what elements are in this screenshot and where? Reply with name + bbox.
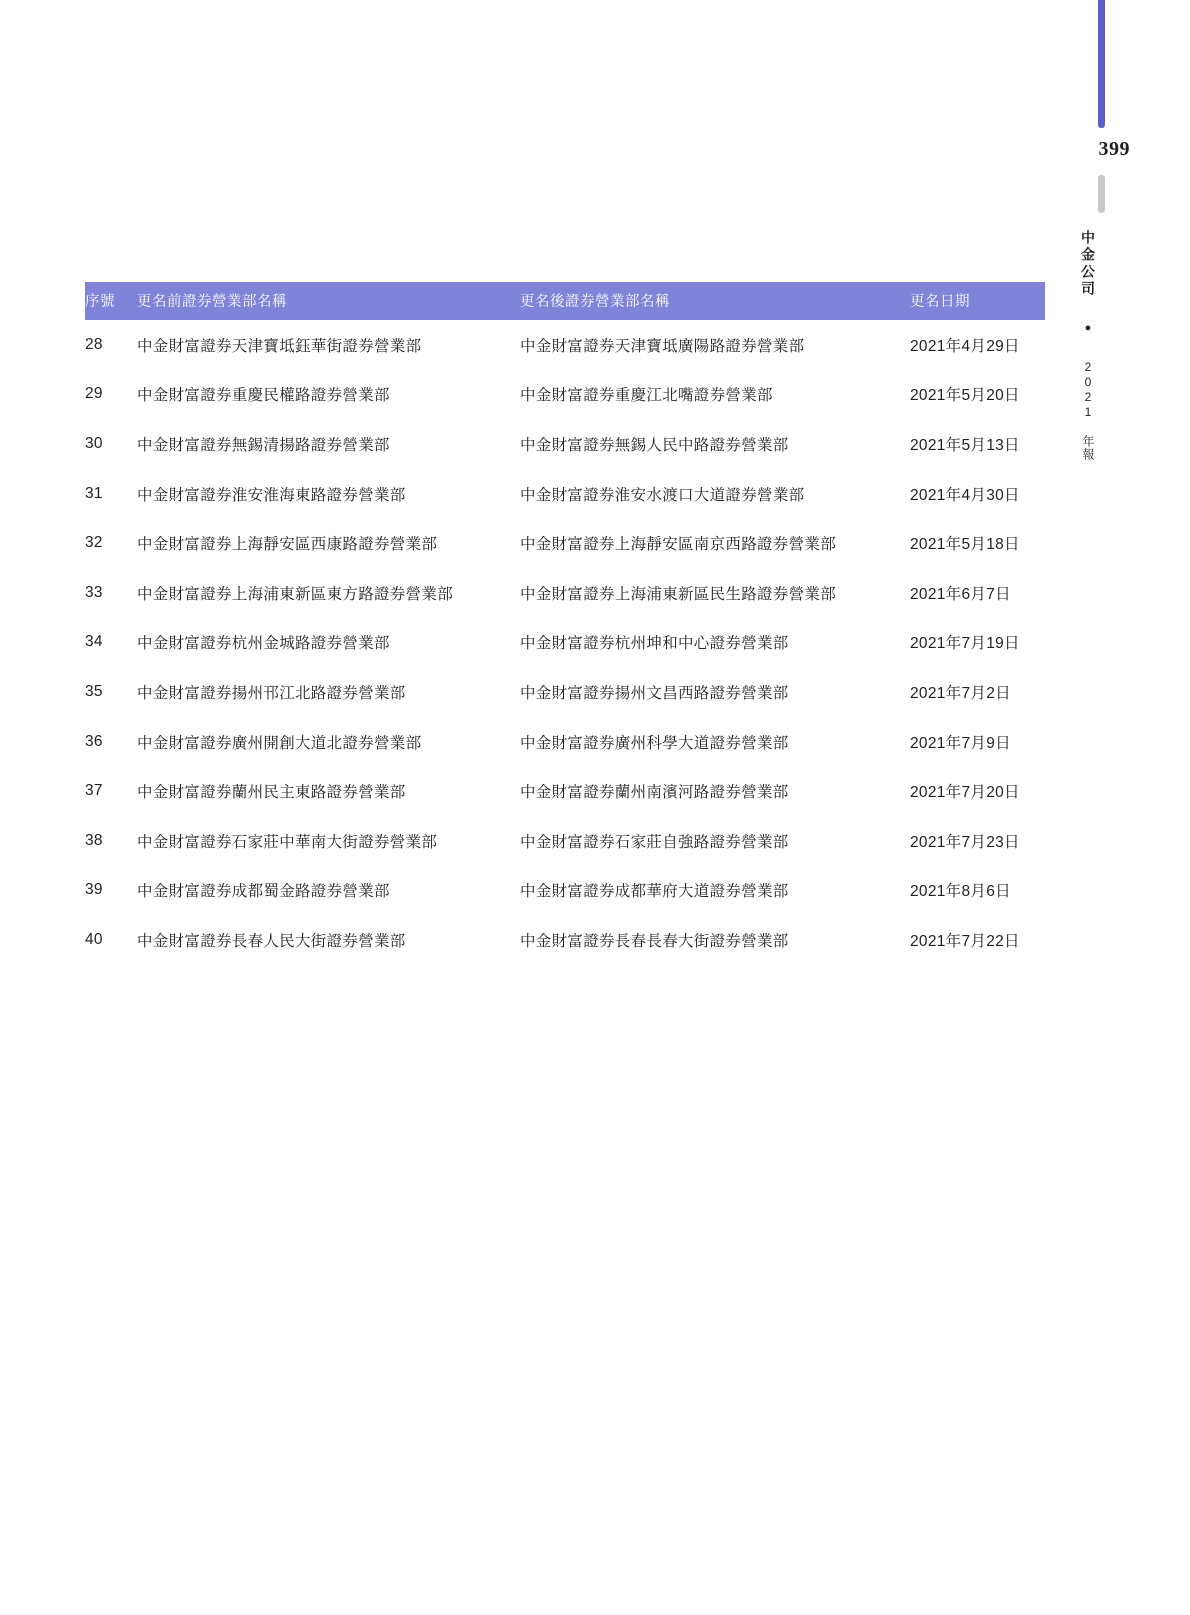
- cell-old-name: 中金財富證券淮安淮海東路證券營業部: [137, 486, 406, 504]
- cell-no: 39: [85, 881, 103, 899]
- cell-new-name: 中金財富證券石家莊自強路證券營業部: [520, 833, 789, 851]
- column-header-old-name: 更名前證券營業部名稱: [137, 282, 520, 320]
- cell-old-name: 中金財富證券石家莊中華南大街證券營業部: [137, 833, 438, 851]
- cell-date: 2021年6月7日: [910, 585, 1011, 603]
- page-accent-bar-secondary: [1098, 175, 1105, 213]
- rename-table-container: [85, 282, 1045, 965]
- page-side-label: [1074, 230, 1098, 461]
- table-row: [85, 469, 1045, 519]
- cell-no: 32: [85, 534, 103, 552]
- cell-new-name: 中金財富證券杭州坤和中心證券營業部: [520, 635, 789, 653]
- table-row: [85, 667, 1045, 717]
- cell-new-name: 中金財富證券蘭州南濱河路證券營業部: [520, 784, 789, 802]
- cell-date: 2021年7月19日: [910, 635, 1020, 653]
- cell-new-name: 中金財富證券成都華府大道證券營業部: [520, 883, 789, 901]
- table-row: [85, 320, 1045, 370]
- cell-no: 28: [85, 335, 103, 353]
- cell-old-name: 中金財富證券長春人民大街證券營業部: [137, 932, 406, 950]
- cell-old-name: 中金財富證券上海浦東新區東方路證券營業部: [137, 585, 454, 603]
- cell-old-name: 中金財富證券上海靜安區西康路證券營業部: [137, 536, 438, 554]
- cell-no: 40: [85, 930, 103, 948]
- page-number: 399: [1098, 138, 1130, 160]
- cell-no: 35: [85, 682, 103, 700]
- table-row: [85, 618, 1045, 668]
- table-row: [85, 518, 1045, 568]
- table-row: [85, 370, 1045, 420]
- side-label-company: 中金公司: [1080, 230, 1096, 298]
- cell-no: 33: [85, 583, 103, 601]
- cell-old-name: 中金財富證券揚州邗江北路證券營業部: [137, 684, 406, 702]
- cell-no: 31: [85, 484, 103, 502]
- table-row: [85, 717, 1045, 767]
- cell-new-name: 中金財富證券廣州科學大道證券營業部: [520, 734, 789, 752]
- cell-date: 2021年5月20日: [910, 387, 1020, 405]
- page-accent-bar: [1098, 0, 1105, 128]
- cell-old-name: 中金財富證券無錫清揚路證券營業部: [137, 436, 390, 454]
- table-row: [85, 419, 1045, 469]
- cell-no: 30: [85, 434, 103, 452]
- table-row: [85, 568, 1045, 618]
- cell-old-name: 中金財富證券蘭州民主東路證券營業部: [137, 784, 406, 802]
- column-header-new-name: 更名後證券營業部名稱: [520, 282, 910, 320]
- cell-date: 2021年7月20日: [910, 784, 1020, 802]
- side-label-separator: ●: [1082, 322, 1094, 336]
- cell-new-name: 中金財富證券長春長春大街證券營業部: [520, 932, 789, 950]
- cell-no: 38: [85, 831, 103, 849]
- cell-no: 37: [85, 782, 103, 800]
- side-label-year: 2021 年報: [1081, 360, 1095, 461]
- cell-old-name: 中金財富證券杭州金城路證券營業部: [137, 635, 390, 653]
- cell-no: 34: [85, 633, 103, 651]
- cell-old-name: 中金財富證券成都蜀金路證券營業部: [137, 883, 390, 901]
- column-header-no: 序號: [85, 282, 137, 320]
- table-header-row: [85, 282, 1045, 320]
- cell-date: 2021年7月9日: [910, 734, 1011, 752]
- cell-date: 2021年5月18日: [910, 536, 1020, 554]
- cell-date: 2021年8月6日: [910, 883, 1011, 901]
- table-row: [85, 915, 1045, 965]
- cell-new-name: 中金財富證券上海靜安區南京西路證券營業部: [520, 536, 837, 554]
- cell-no: 29: [85, 385, 103, 403]
- cell-date: 2021年4月29日: [910, 337, 1020, 355]
- cell-date: 2021年5月13日: [910, 436, 1020, 454]
- column-header-date: 更名日期: [910, 282, 1045, 320]
- cell-date: 2021年7月2日: [910, 684, 1011, 702]
- cell-no: 36: [85, 732, 103, 750]
- table-row: [85, 816, 1045, 866]
- rename-table: [85, 282, 1045, 965]
- cell-old-name: 中金財富證券天津寶坻鈺華街證券營業部: [137, 337, 422, 355]
- table-body: [85, 320, 1045, 965]
- table-header: [85, 282, 1045, 320]
- cell-date: 2021年7月22日: [910, 932, 1020, 950]
- cell-date: 2021年4月30日: [910, 486, 1020, 504]
- cell-new-name: 中金財富證券上海浦東新區民生路證券營業部: [520, 585, 837, 603]
- table-row: [85, 866, 1045, 916]
- cell-new-name: 中金財富證券淮安水渡口大道證券營業部: [520, 486, 805, 504]
- cell-new-name: 中金財富證券無錫人民中路證券營業部: [520, 436, 789, 454]
- cell-new-name: 中金財富證券揚州文昌西路證券營業部: [520, 684, 789, 702]
- cell-new-name: 中金財富證券天津寶坻廣陽路證券營業部: [520, 337, 805, 355]
- cell-old-name: 中金財富證券廣州開創大道北證券營業部: [137, 734, 422, 752]
- cell-date: 2021年7月23日: [910, 833, 1020, 851]
- cell-old-name: 中金財富證券重慶民權路證券營業部: [137, 387, 390, 405]
- cell-new-name: 中金財富證券重慶江北嘴證券營業部: [520, 387, 773, 405]
- table-row: [85, 766, 1045, 816]
